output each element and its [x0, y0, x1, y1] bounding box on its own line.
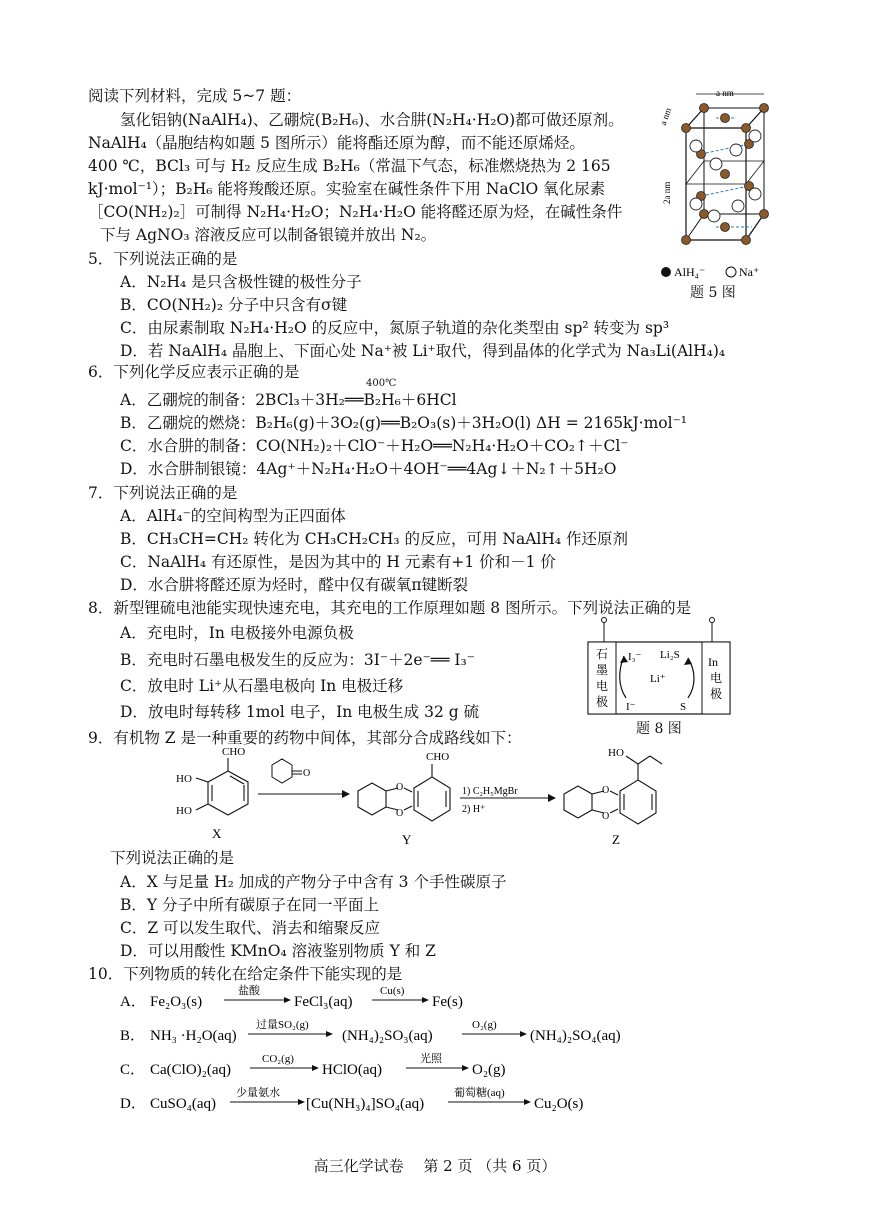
q8-option-d: D．放电时每转移 1mol 电子，In 电极生成 32 g 硫 — [120, 703, 480, 721]
q5-option-d: D．若 NaAlH₄ 晶胞上、下面心处 Na⁺被 Li⁺取代，得到晶体的化学式为 Na₃Li(AlH₄)₄ — [120, 342, 726, 360]
s-label: S — [680, 701, 687, 713]
synthesis-scheme — [160, 744, 720, 854]
svg-text:D．: D． — [120, 1096, 146, 1112]
svg-text:电: 电 — [596, 679, 609, 693]
q8-option-c: C．放电时 Li⁺从石墨电极向 In 电极迁移 — [120, 677, 404, 695]
svg-text:(NH₄)₂SO₄(aq): (NH₄)₂SO₄(aq) — [530, 1028, 621, 1044]
q5-option-a: A．N₂H₄ 是只含极性键的极性分子 — [120, 273, 362, 291]
q5-stem: 5．下列说法正确的是 — [88, 250, 238, 268]
svg-text:Ca(ClO)₂(aq): Ca(ClO)₂(aq) — [150, 1062, 232, 1078]
q9-option-b: B．Y 分子中所有碳原子在同一平面上 — [120, 896, 380, 914]
svg-text:石: 石 — [596, 647, 609, 661]
svg-text:O: O — [602, 811, 610, 822]
legend-na: Na⁺ — [739, 265, 760, 279]
q7-option-d: D．水合肼将醛还原为烃时，醛中仅有碳氧π键断裂 — [120, 576, 469, 594]
material-line: NaAlH₄（晶胞结构如题 5 图所示）能将酯还原为醇，而不能还原烯烃。 — [88, 134, 585, 152]
svg-text:极: 极 — [710, 687, 723, 701]
material-line: 下与 AgNO₃ 溶液反应可以制备银镜并放出 N₂。 — [100, 226, 437, 244]
svg-text:葡萄糖(aq): 葡萄糖(aq) — [454, 1087, 505, 1099]
material-line: 400 ℃，BCl₃ 可与 H₂ 反应生成 B₂H₆（常温下气态，标准燃烧热为 2 165 — [88, 157, 611, 175]
dim-a-side-label: a nm — [657, 106, 674, 127]
svg-text:[Cu(NH₃)₄]SO₄(aq): [Cu(NH₃)₄]SO₄(aq) — [306, 1096, 425, 1112]
svg-text:O: O — [602, 785, 610, 796]
q6-option-b: B．乙硼烷的燃烧：B₂H₆(g)＋3O₂(g)══B₂O₃(s)＋3H₂O(l) ΔH = 2165kJ·mol⁻¹ — [120, 414, 687, 432]
svg-text:FeCl₃(aq): FeCl₃(aq) — [294, 994, 353, 1010]
svg-text:少量氨水: 少量氨水 — [236, 1087, 280, 1099]
svg-text:HO: HO — [608, 747, 624, 759]
page-footer: 高三化学试卷 第 2 页 （共 6 页） — [313, 1157, 557, 1175]
q6-option-a: A．乙硼烷的制备：2BCl₃＋3H₂══B₂H₆＋6HCl — [120, 391, 457, 409]
intro-line: 阅读下列材料，完成 5~7 题： — [88, 87, 302, 105]
svg-text:O₂(g): O₂(g) — [472, 1062, 506, 1078]
y-label: Y — [402, 832, 412, 847]
svg-text:O₂(g): O₂(g) — [472, 1019, 497, 1031]
q5-option-c: C．由尿素制取 N₂H₄·H₂O 的反应中，氮原子轨道的杂化类型由 sp² 转变为 sp³ — [120, 319, 670, 337]
svg-text:NH₃ ·H₂O(aq): NH₃ ·H₂O(aq) — [150, 1028, 237, 1044]
q7-option-b: B．CH₃CH=CH₂ 转化为 CH₃CH₂CH₃ 的反应，可用 NaAlH₄ 作还原剂 — [120, 530, 629, 548]
x-label: X — [212, 826, 222, 841]
q8-option-a: A．充电时，In 电极接外电源负极 — [120, 624, 354, 642]
svg-text:Cu₂O(s): Cu₂O(s) — [534, 1096, 584, 1112]
svg-text:CHO: CHO — [426, 751, 450, 763]
q9-option-c: C．Z 可以发生取代、消去和缩聚反应 — [120, 919, 381, 937]
q8-option-b: B．充电时石墨电极发生的反应为：3I⁻＋2e⁻══ I₃⁻ — [120, 651, 475, 669]
svg-text:In: In — [708, 655, 718, 669]
q7-option-c: C．NaAlH₄ 有还原性，是因为其中的 H 元素有+1 价和－1 价 — [120, 553, 556, 571]
svg-text:A．: A． — [120, 994, 146, 1010]
svg-text:过量SO₂(g): 过量SO₂(g) — [256, 1019, 309, 1031]
i-minus-label: I⁻ — [626, 701, 636, 713]
svg-text:Fe(s): Fe(s) — [432, 994, 463, 1010]
svg-text:盐酸: 盐酸 — [238, 985, 260, 997]
svg-text:O: O — [396, 808, 404, 819]
legend-alh4: AlH₄⁻ — [674, 265, 706, 279]
q6-option-c: C．水合肼的制备：CO(NH₂)₂＋ClO⁻＋H₂O══N₂H₄·H₂O＋CO₂↑＋Cl⁻ — [120, 437, 629, 455]
svg-text:2) H⁺: 2) H⁺ — [462, 804, 486, 815]
dim-a-label: a nm — [716, 88, 734, 98]
q6-option-d: D．水合肼制银镜：4Ag⁺＋N₂H₄·H₂O＋4OH⁻══4Ag↓＋N₂↑＋5H₂O — [120, 460, 617, 478]
q8-stem: 8．新型锂硫电池能实现快速充电，其充电的工作原理如题 8 图所示。下列说法正确的是 — [88, 599, 692, 617]
svg-text:极: 极 — [596, 695, 609, 709]
i3-label: I₃⁻ — [628, 651, 642, 663]
q10-conversions — [116, 982, 676, 1122]
material-line: ［CO(NH₂)₂］可制得 N₂H₄·H₂O；N₂H₄·H₂O 能将醛还原为烃，在碱性条件 — [88, 203, 623, 221]
svg-text:墨: 墨 — [596, 663, 609, 677]
q6-stem: 6．下列化学反应表示正确的是 — [88, 363, 300, 381]
svg-text:Cu(s): Cu(s) — [380, 985, 405, 997]
dim-2a-label: 2a nm — [662, 181, 672, 204]
svg-text:CuSO₄(aq): CuSO₄(aq) — [150, 1096, 217, 1112]
svg-text:Fe₂O₃(s): Fe₂O₃(s) — [150, 994, 203, 1010]
material-line: kJ·mol⁻¹）；B₂H₆ 能将羧酸还原。实验室在碱性条件下用 NaClO 氧化尿素 — [88, 180, 606, 198]
li2s-label: Li₂S — [660, 649, 680, 661]
q5-option-b: B．CO(NH₂)₂ 分子中只含有σ键 — [120, 296, 348, 314]
svg-text:C．: C． — [120, 1062, 146, 1078]
z-label: Z — [612, 832, 620, 847]
fig5-caption: 题 5 图 — [690, 285, 736, 301]
svg-text:(NH₄)₂SO₃(aq): (NH₄)₂SO₃(aq) — [342, 1028, 433, 1044]
svg-text:HClO(aq): HClO(aq) — [322, 1062, 382, 1078]
q9-sub-stem: 下列说法正确的是 — [110, 849, 235, 867]
svg-text:O: O — [303, 768, 311, 779]
svg-text:CHO: CHO — [222, 746, 246, 758]
svg-text:HO: HO — [176, 773, 192, 785]
crystal-cell-figure — [656, 84, 786, 304]
q7-option-a: A．AlH₄⁻的空间构型为正四面体 — [120, 507, 346, 525]
q6-a-condition: 400℃ — [366, 378, 397, 389]
q9-option-a: A．X 与足量 H₂ 加成的产物分子中含有 3 个手性碳原子 — [120, 873, 507, 891]
material-line: 氢化铝钠(NaAlH₄)、乙硼烷(B₂H₆)、水合肼(N₂H₄·H₂O)都可做还原剂。 — [120, 111, 624, 129]
fig8-caption: 题 8 图 — [636, 721, 682, 737]
li-label: Li⁺ — [650, 673, 666, 685]
svg-text:1) C₂H₅MgBr: 1) C₂H₅MgBr — [462, 786, 518, 797]
q9-option-d: D．可以用酸性 KMnO₄ 溶液鉴别物质 Y 和 Z — [120, 942, 436, 960]
battery-figure — [584, 616, 734, 718]
svg-text:O: O — [396, 782, 404, 793]
svg-text:光照: 光照 — [420, 1053, 442, 1065]
svg-text:HO: HO — [176, 805, 192, 817]
q7-stem: 7．下列说法正确的是 — [88, 484, 238, 502]
q9-stem: 9．有机物 Z 是一种重要的药物中间体，其部分合成路线如下： — [88, 729, 522, 747]
svg-text:CO₂(g): CO₂(g) — [262, 1053, 294, 1065]
svg-text:电: 电 — [710, 671, 723, 685]
q10-stem: 10．下列物质的转化在给定条件下能实现的是 — [88, 965, 403, 983]
svg-text:B．: B． — [120, 1028, 146, 1044]
